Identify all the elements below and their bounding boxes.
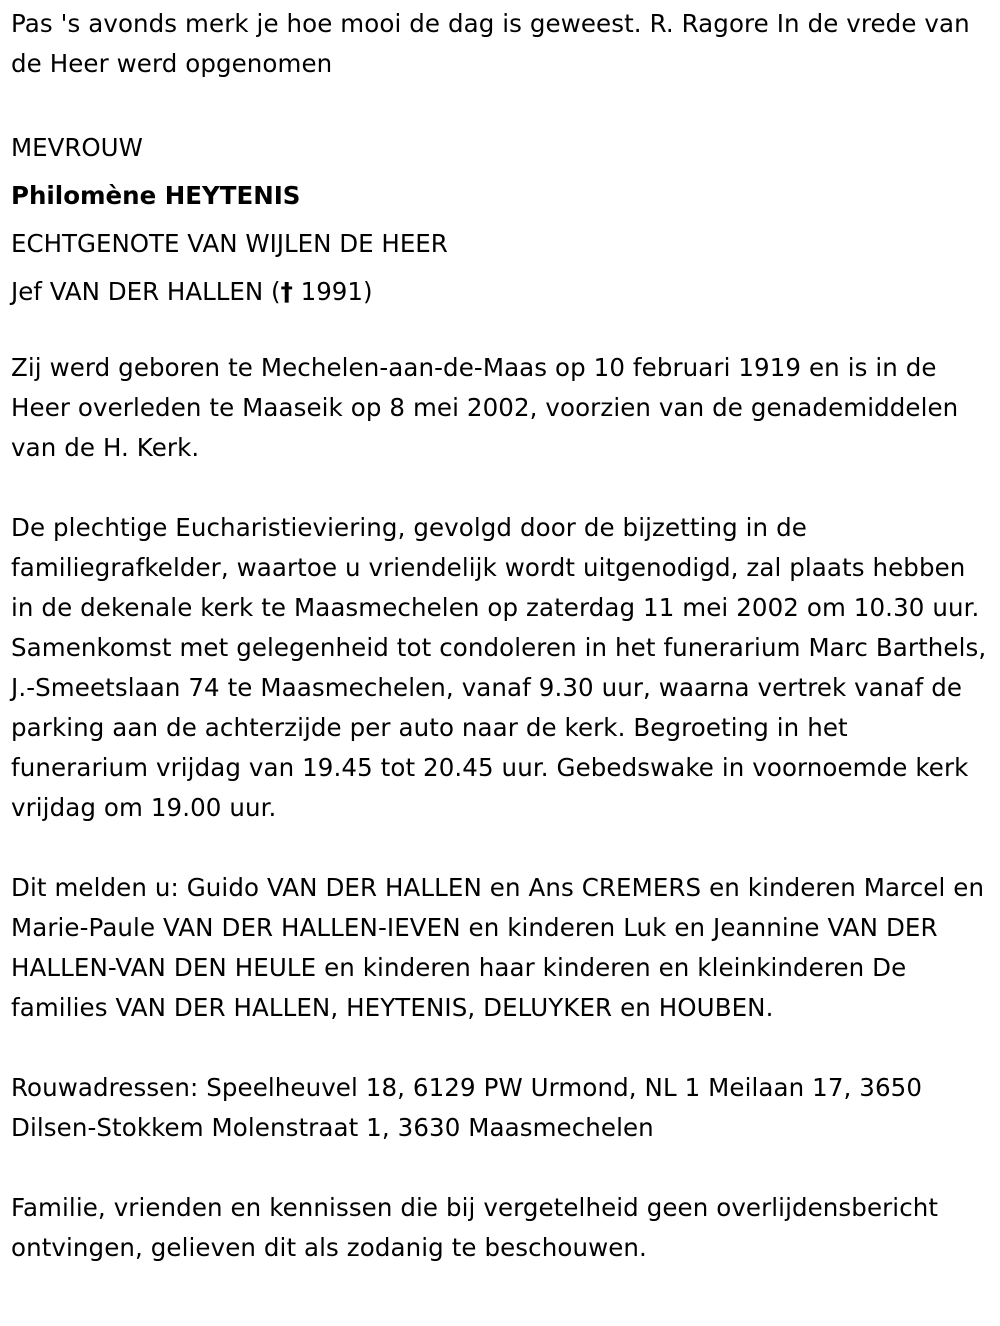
closing-paragraph: Familie, vrienden en kennissen die bij vergetelheid geen overlijdensbericht ontvingen, gelieven dit als zodanig te beschouwen. bbox=[11, 1193, 939, 1262]
spacer bbox=[11, 316, 990, 348]
opening-quote: Pas 's avonds merk je hoe mooi de dag is geweest. R. Ragore In de vrede van de Heer werd opgenomen bbox=[11, 9, 970, 78]
spacer bbox=[11, 84, 990, 124]
ceremony-paragraph: De plechtige Eucharistieviering, gevolgd door de bijzetting in de familiegrafkelder, waartoe u vriendelijk wordt uitgenodigd, zal plaats hebben in de dekenale kerk te Maasmechelen op zaterdag 11 mei 2002 om 10.30 uur. Samenkomst met gelegenheid tot condoleren in het funerarium Marc Barthels, J.-Smeetslaan 74 te Maasmechelen, vanaf 9.30 uur, waarna vertrek vanaf de parking aan de achterzijde per auto naar de kerk. Begroeting in het funerarium vrijdag van 19.45 tot 20.45 uur. Gebedswake in voornoemde kerk vrijdag om 19.00 uur. bbox=[11, 513, 987, 822]
spouse-line bbox=[11, 268, 990, 316]
cross-icon: † bbox=[280, 277, 293, 306]
spouse-year: 1991) bbox=[292, 277, 373, 306]
spouse-label: ECHTGENOTE VAN WIJLEN DE HEER bbox=[11, 229, 448, 258]
addresses-paragraph: Rouwadressen: Speelheuvel 18, 6129 PW Urmond, NL 1 Meilaan 17, 3650 Dilsen-Stokkem Molenstraat 1, 3630 Maasmechelen bbox=[11, 1073, 923, 1142]
spacer bbox=[11, 468, 990, 508]
spacer bbox=[11, 1148, 990, 1188]
honorific: MEVROUW bbox=[11, 133, 143, 162]
spacer bbox=[11, 828, 990, 868]
deceased-header bbox=[11, 124, 990, 316]
spouse-name: Jef VAN DER HALLEN ( bbox=[11, 277, 281, 306]
birth-death-paragraph: Zij werd geboren te Mechelen-aan-de-Maas op 10 februari 1919 en is in de Heer overleden te Maaseik op 8 mei 2002, voorzien van de genademiddelen van de H. Kerk. bbox=[11, 353, 959, 462]
announcers-paragraph: Dit melden u: Guido VAN DER HALLEN en Ans CREMERS en kinderen Marcel en Marie-Paule VAN DER HALLEN-IEVEN en kinderen Luk en Jeannine VAN DER HALLEN-VAN DEN HEULE en kinderen haar kinderen en kleinkinderen De families VAN DER HALLEN, HEYTENIS, DELUYKER en HOUBEN. bbox=[11, 873, 985, 1022]
deceased-name: Philomène HEYTENIS bbox=[11, 181, 301, 210]
spacer bbox=[11, 1028, 990, 1068]
